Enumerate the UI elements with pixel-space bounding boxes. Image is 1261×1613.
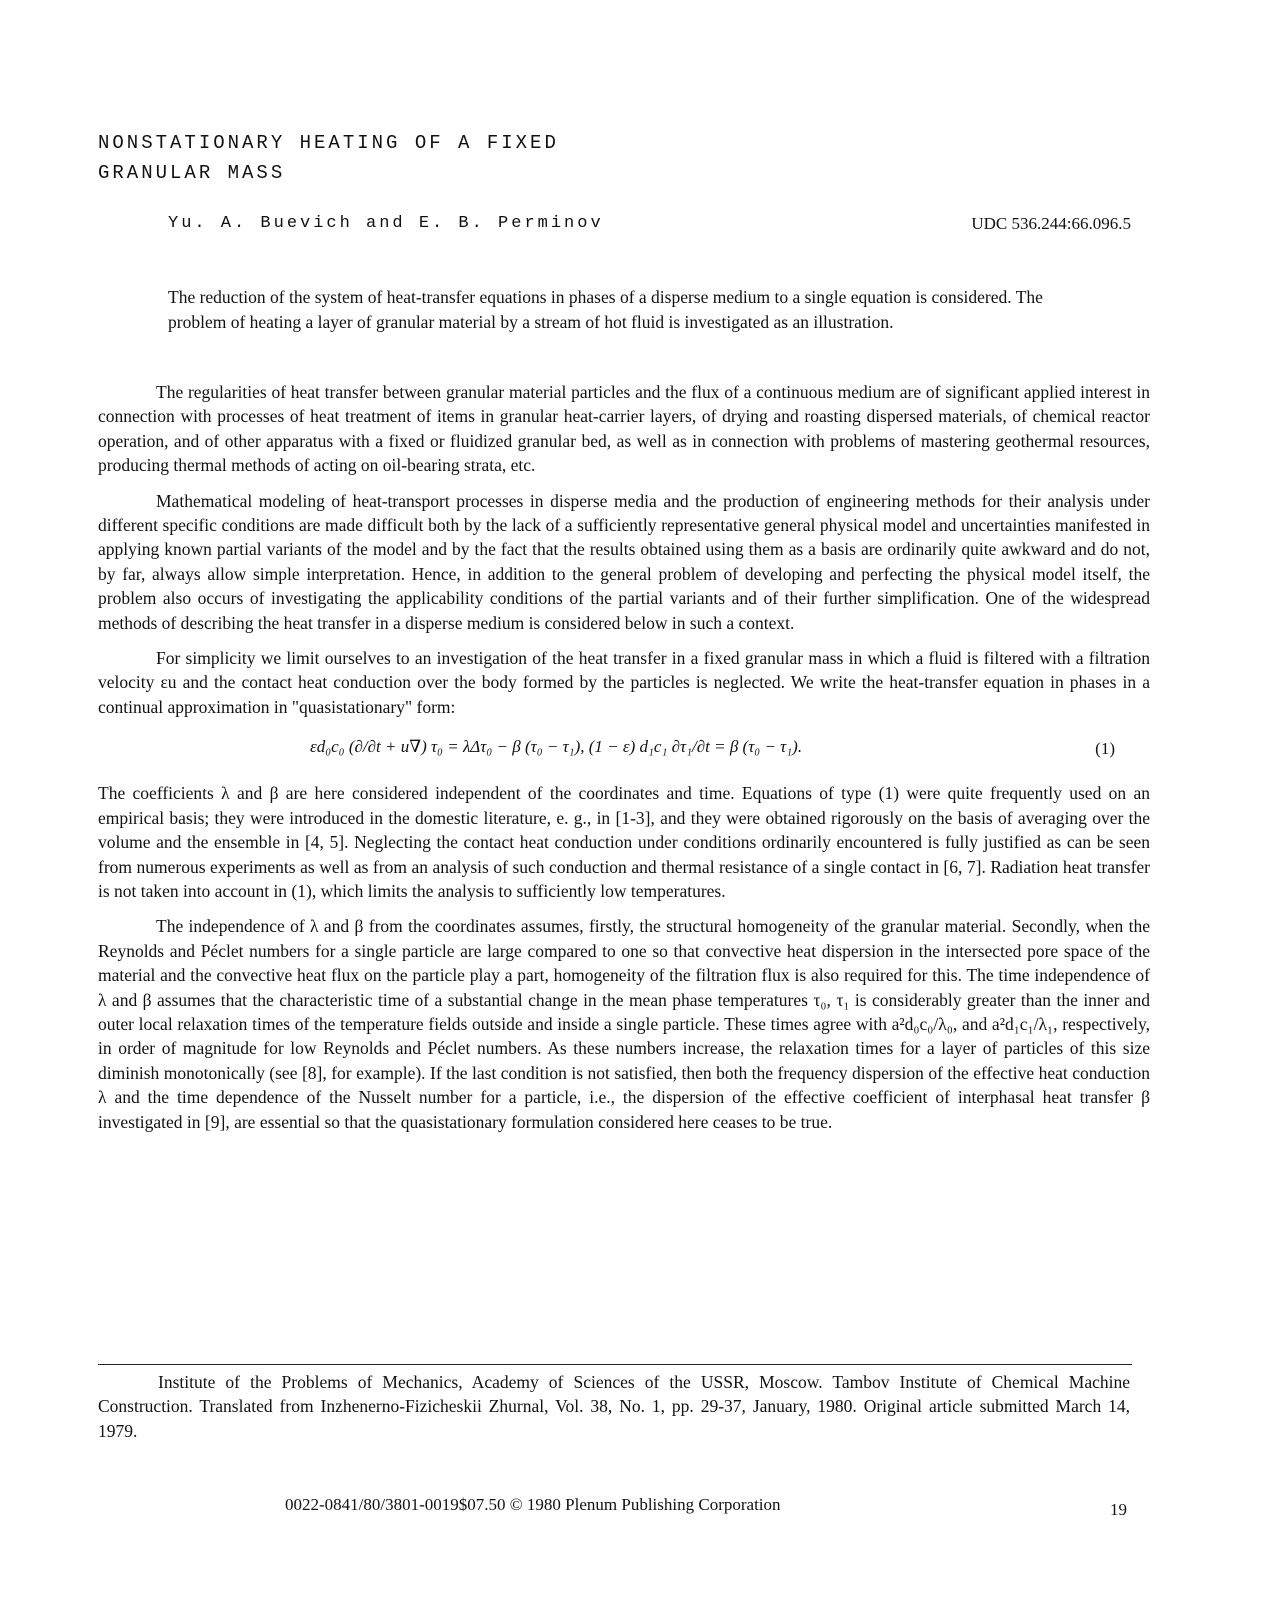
paragraph-4: The coefficients λ and β are here considered independent of the coordinates and time. Equations of type (1) were quite frequently used on an empirical basis; they were introduced in the domestic literature, e. g., in [1-3], and they were obtained rigorously on the basis of averaging over the volume and the ensemble in [4, 5]. Neglecting the contact heat conduction under conditions ordinarily encountered is fully justified as can be seen from numerous experiments as well as from an analysis of such conduction and thermal resistance of a single contact in [6, 7]. Radiation heat transfer is not taken into account in (1), which limits the analysis to sufficiently low temperatures. (98, 783, 1150, 901)
authors: Yu. A. Buevich and E. B. Perminov (168, 214, 604, 233)
body-text (98, 380, 1150, 1134)
paragraph-5: The independence of λ and β from the coordinates assumes, firstly, the structural homogeneity of the granular material. Secondly, when the Reynolds and Péclet numbers for a single particle are large compared to one so that convective heat dispersion in the intersected pore space of the material and the convective heat flux on the particle play a part, homogeneity of the filtration flux is also required for this. The time independence of λ and β assumes that the characteristic time of a substantial change in the mean phase temperatures τ₀, τ₁ is considerably greater than the inner and outer local relaxation times of the temperature fields outside and inside a single particle. These times agree with a²d₀c₀/λ₀, and a²d₁c₁/λ₁, respectively, in order of magnitude for low Reynolds and Péclet numbers. As these numbers increase, the relaxation times for a layer of particles of this size diminish monotonically (see [8], for example). If the last condition is not satisfied, then both the frequency dispersion of the effective heat conduction λ and the time dependence of the Nusselt number for a particle, i.e., the dispersion of the effective coefficient of interphasal heat transfer β investigated in [9], are essential so that the quasistationary formulation considered here ceases to be true. (98, 916, 1150, 1132)
copyright-line: 0022-0841/80/3801-0019$07.50 © 1980 Plenum Publishing Corporation (285, 1495, 781, 1514)
title-line-2: GRANULAR MASS (98, 162, 286, 184)
footnote (98, 1370, 1130, 1443)
title-line-1: NONSTATIONARY HEATING OF A FIXED (98, 132, 559, 154)
equation-body: εd₀c₀ (∂/∂t + u∇) τ₀ = λΔτ₀ − β (τ₀ − τ₁), (1 − ε) d₁c₁ ∂τ₁/∂t = β (τ₀ − τ₁). (310, 737, 803, 757)
paper-title (98, 128, 559, 188)
equation-1 (98, 723, 1150, 779)
abstract (168, 285, 1048, 334)
footnote-divider (98, 1364, 1132, 1365)
paragraph-2: Mathematical modeling of heat-transport processes in disperse media and the production of engineering methods for their analysis under different specific conditions are made difficult both by the lack of a sufficiently representative general physical model and uncertainties manifested in applying known partial variants of the model and by the fact that the results obtained using them as a basis are ordinarily quite awkward and do not, by far, always allow simple interpretation. Hence, in addition to the general problem of developing and perfecting the physical model itself, the problem also occurs of investigating the applicability conditions of the partial variants and of their further simplification. One of the widespread methods of describing the heat transfer in a disperse medium is considered below in such a context. (98, 490, 1150, 633)
equation-number: (1) (1095, 739, 1115, 759)
abstract-text: The reduction of the system of heat-transfer equations in phases of a disperse medium to a single equation is considered. The problem of heating a layer of granular material by a stream of hot fluid is investigated as an illustration. (168, 287, 1043, 332)
paragraph-3: For simplicity we limit ourselves to an investigation of the heat transfer in a fixed granular mass in which a fluid is filtered with a filtration velocity εu and the contact heat conduction over the body formed by the particles is neglected. We write the heat-transfer equation in phases in a continual approximation in "quasistationary" form: (98, 648, 1150, 717)
paragraph-1: The regularities of heat transfer between granular material particles and the flux of a continuous medium are of significant applied interest in connection with processes of heat treatment of items in granular heat-carrier layers, of drying and roasting dispersed materials, of chemical reactor operation, and of other apparatus with a fixed or fluidized granular bed, as well as in connection with problems of mastering geothermal resources, producing thermal methods of acting on oil-bearing strata, etc. (98, 382, 1150, 476)
page-number: 19 (1110, 1500, 1127, 1519)
udc-code: UDC 536.244:66.096.5 (971, 214, 1131, 233)
footnote-text: Institute of the Problems of Mechanics, Academy of Sciences of the USSR, Moscow. Tambov Institute of Chemical Machine Construction. Translated from Inzhenerno-Fizicheskii Zhurnal, Vol. 38, No. 1, pp. 29-37, January, 1980. Original article submitted March 14, 1979. (98, 1372, 1130, 1441)
